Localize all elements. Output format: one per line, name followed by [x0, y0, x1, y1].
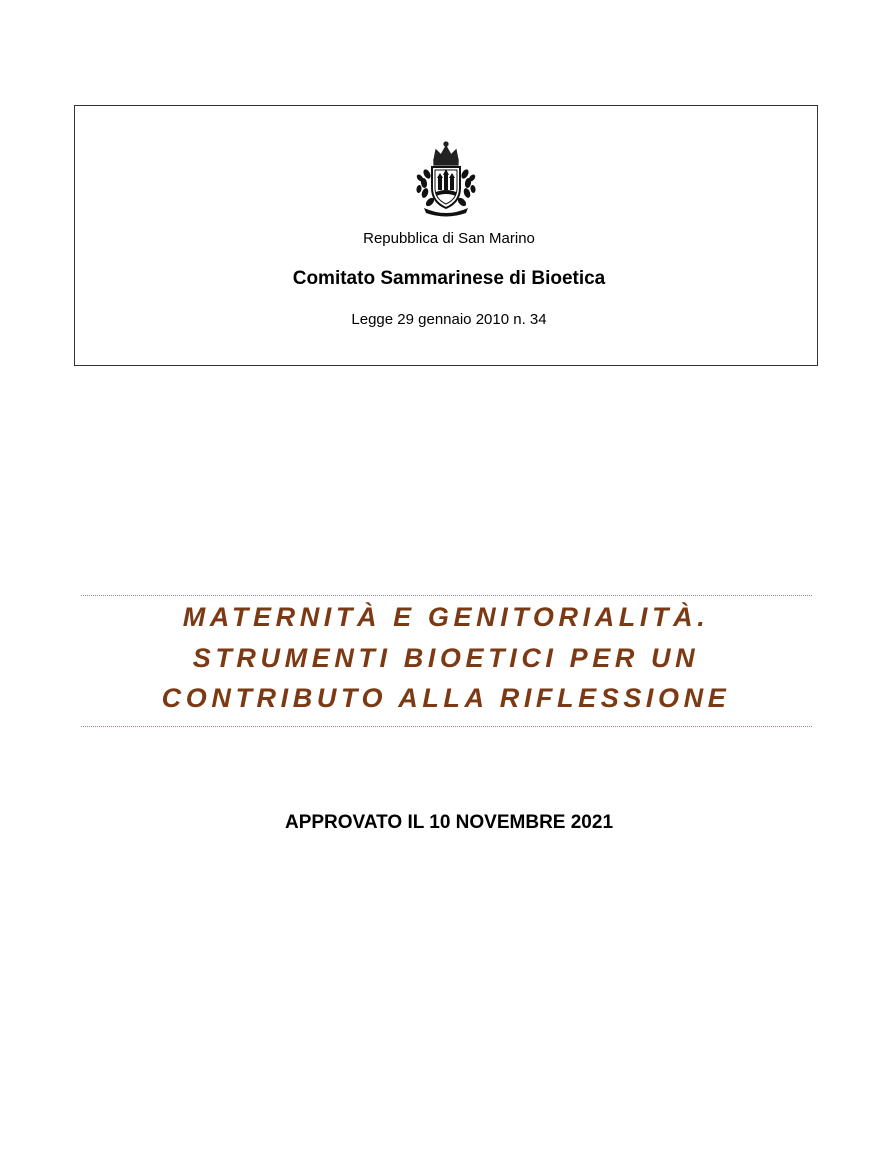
- document-title-line-2: STRUMENTI BIOETICI PER UN: [192, 643, 700, 673]
- title-divider-top: [81, 595, 812, 596]
- republic-name: Repubblica di San Marino: [363, 230, 535, 247]
- document-title-line-3: CONTRIBUTO ALLA RIFLESSIONE: [161, 683, 731, 713]
- committee-name: Comitato Sammarinese di Bioetica: [292, 268, 606, 289]
- title-divider-bottom: [81, 726, 812, 727]
- document-title-line-1: MATERNITÀ E GENITORIALITÀ.: [182, 602, 710, 632]
- law-reference: Legge 29 gennaio 2010 n. 34: [351, 311, 547, 328]
- coat-of-arms-icon: [410, 138, 482, 218]
- approval-date: APPROVATO IL 10 NOVEMBRE 2021: [284, 812, 614, 833]
